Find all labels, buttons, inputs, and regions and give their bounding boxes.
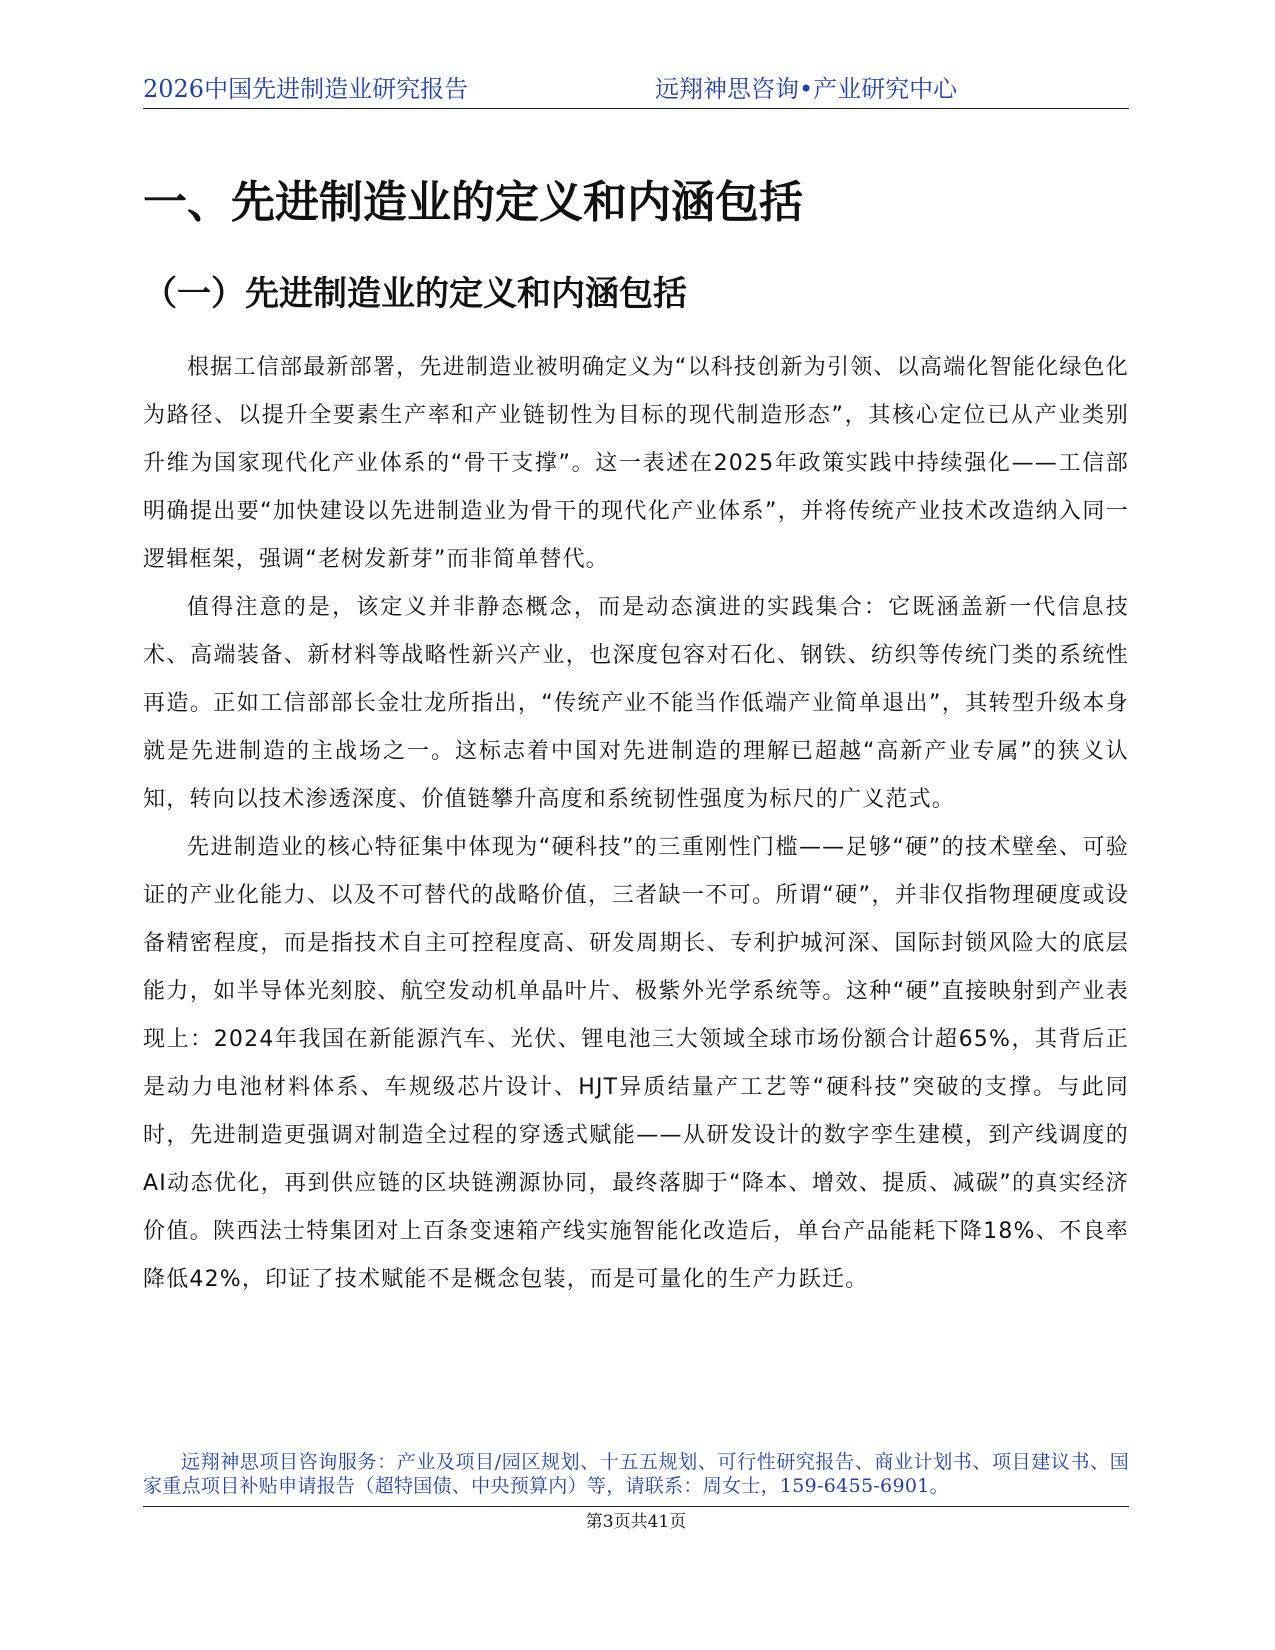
header-organization: 远翔神思咨询•产业研究中心 bbox=[655, 75, 958, 103]
footer-service-note: 远翔神思项目咨询服务：产业及项目/园区规划、十五五规划、可行性研究报告、商业计划书、项目建议书、国家重点项目补贴申请报告（超特国债、中央预算内）等，请联系：周女士，159-6455-6901。 bbox=[143, 1450, 1129, 1507]
paragraph: 根据工信部最新部署，先进制造业被明确定义为“以科技创新为引领、以高端化智能化绿色化为路径、以提升全要素生产率和产业链韧性为目标的现代制造形态”，其核心定位已从产业类别升维为国家现代化产业体系的“骨干支撑”。这一表述在2025年政策实践中持续强化——工信部明确提出要“加快建设以先进制造业为骨干的现代化产业体系”，并将传统产业技术改造纳入同一逻辑框架，强调“老树发新芽”而非简单替代。 bbox=[143, 355, 1129, 572]
chapter-heading: 一、先进制造业的定义和内涵包括 bbox=[143, 177, 803, 228]
page-header bbox=[143, 74, 1129, 109]
header-report-title: 2026中国先进制造业研究报告 bbox=[143, 75, 469, 103]
page-number: 第3页共41页 bbox=[585, 1512, 687, 1532]
paragraph: 值得注意的是，该定义并非静态概念，而是动态演进的实践集合：它既涵盖新一代信息技术、高端装备、新材料等战略性新兴产业，也深度包容对石化、钢铁、纺织等传统门类的系统性再造。正如工信部部长金壮龙所指出，“传统产业不能当作低端产业简单退出”，其转型升级本身就是先进制造的主战场之一。这标志着中国对先进制造的理解已超越“高新产业专属”的狭义认知，转向以技术渗透深度、价值链攀升高度和系统韧性强度为标尺的广义范式。 bbox=[143, 595, 1129, 812]
paragraph: 先进制造业的核心特征集中体现为“硬科技”的三重刚性门槛——足够“硬”的技术壁垒、可验证的产业化能力、以及不可替代的战略价值，三者缺一不可。所谓“硬”，并非仅指物理硬度或设备精密程度，而是指技术自主可控程度高、研发周期长、专利护城河深、国际封锁风险大的底层能力，如半导体光刻胶、航空发动机单晶叶片、极紫外光学系统等。这种“硬”直接映射到产业表现上：2024年我国在新能源汽车、光伏、锂电池三大领域全球市场份额合计超65%，其背后正是动力电池材料体系、车规级芯片设计、HJT异质结量产工艺等“硬科技”突破的支撑。与此同时，先进制造更强调对制造全过程的穿透式赋能——从研发设计的数字孪生建模，到产线调度的AI动态优化，再到供应链的区块链溯源协同，最终落脚于“降本、增效、提质、减碳”的真实经济价值。陕西法士特集团对上百条变速箱产线实施智能化改造后，单台产品能耗下降18%、不良率降低42%，印证了技术赋能不是概念包装，而是可量化的生产力跃迁。 bbox=[143, 835, 1129, 1292]
section-heading: （一）先进制造业的定义和内涵包括 bbox=[143, 274, 687, 314]
body-text bbox=[143, 344, 1129, 1304]
